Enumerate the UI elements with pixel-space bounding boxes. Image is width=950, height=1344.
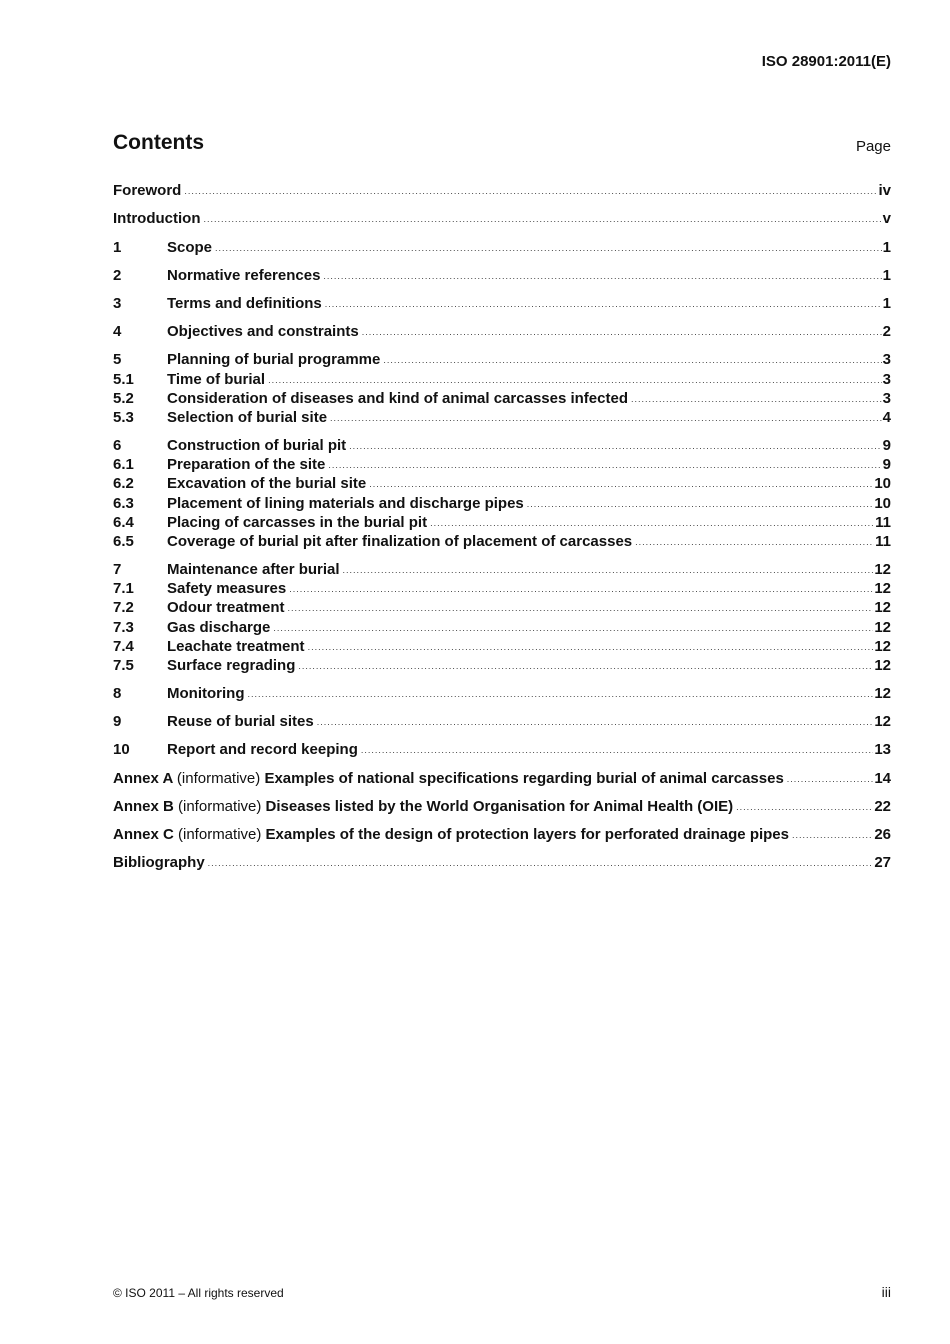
toc-entry-number: 9 [113, 713, 122, 730]
toc-entry-number: 7.4 [113, 638, 134, 655]
toc-entry-page: 10 [874, 475, 891, 492]
toc-entry-page: 12 [874, 580, 891, 597]
dot-leader [349, 441, 882, 451]
toc-entry[interactable] [113, 619, 891, 638]
toc-entry-title: Gas discharge [167, 619, 271, 636]
annex-note: (informative) [176, 770, 261, 787]
dot-leader [317, 717, 874, 727]
dot-leader [361, 745, 873, 755]
toc-entry-page: 13 [874, 741, 891, 758]
dot-leader [215, 243, 882, 253]
toc-entry-page: 26 [874, 826, 891, 843]
toc-entry-page: 9 [882, 437, 891, 454]
toc-entry-title: Examples of national specifications regarding burial of animal carcasses [264, 770, 784, 787]
toc-entry-page: 14 [874, 770, 891, 787]
toc-entry-page: 11 [875, 533, 891, 550]
toc-entry-title: Construction of burial pit [167, 437, 347, 454]
dot-leader [208, 858, 874, 868]
toc-entry-page: 1 [882, 267, 891, 284]
toc-entry[interactable] [113, 514, 891, 533]
page-number: iii [881, 1284, 891, 1300]
annex-note: (informative) [178, 826, 262, 843]
toc-entry-number: 6.2 [113, 475, 134, 492]
toc-entry-title: Examples of the design of protection layers for perforated drainage pipes [265, 826, 789, 843]
toc-entry-title: Normative references [167, 267, 321, 284]
dot-leader [635, 537, 874, 547]
toc-entry-title: Objectives and constraints [167, 323, 359, 340]
toc-entry-number: 7.3 [113, 619, 134, 636]
toc-entry[interactable] [113, 685, 891, 704]
toc-entry-title: Consideration of diseases and kind of animal carcasses infected [167, 390, 628, 407]
dot-leader [288, 603, 874, 613]
toc-entry-title: Surface regrading [167, 657, 296, 674]
toc-entry-page: 12 [874, 638, 891, 655]
dot-leader [328, 460, 881, 470]
dot-leader [383, 355, 881, 365]
toc-entry-annex-c[interactable] [113, 826, 891, 845]
dot-leader [184, 186, 877, 196]
toc-entry-title: Coverage of burial pit after finalization of placement of carcasses [167, 533, 633, 550]
toc-entry-number: 2 [113, 267, 122, 284]
document-id: ISO 28901:2011(E) [761, 53, 891, 70]
toc-entry[interactable] [113, 323, 891, 342]
toc-entry-foreword[interactable] [113, 182, 891, 201]
dot-leader [289, 584, 873, 594]
toc-entry-number: 5.2 [113, 390, 134, 407]
copyright-notice: © ISO 2011 – All rights reserved [113, 1286, 284, 1300]
toc-entry[interactable] [113, 638, 891, 657]
toc-entry-title: Diseases listed by the World Organisation for Animal Health (OIE) [265, 798, 734, 815]
dot-leader [298, 661, 873, 671]
dot-leader [247, 689, 873, 699]
toc-entry-number: 5.3 [113, 409, 134, 426]
toc-entry-page: 11 [875, 514, 891, 531]
toc-entry-page: 3 [882, 351, 891, 368]
toc-entry-page: 3 [882, 371, 891, 388]
toc-entry-page: 12 [874, 619, 891, 636]
dot-leader [308, 642, 874, 652]
toc-entry-title: Maintenance after burial [167, 561, 340, 578]
toc-entry[interactable] [113, 580, 891, 599]
toc-entry-title: Excavation of the burial site [167, 475, 367, 492]
annex-label: Annex B [113, 798, 174, 815]
toc-entry[interactable] [113, 239, 891, 258]
toc-entry-page: 4 [882, 409, 891, 426]
toc-entry[interactable] [113, 657, 891, 676]
toc-entry-number: 3 [113, 295, 122, 312]
toc-entry-title: Placing of carcasses in the burial pit [167, 514, 428, 531]
toc-entry-page: v [882, 210, 891, 227]
toc-entry-number: 5 [113, 351, 122, 368]
toc-entry[interactable] [113, 713, 891, 732]
dot-leader [268, 375, 882, 385]
toc-entry-page: iv [878, 182, 891, 199]
toc-entry-title: Foreword [113, 182, 182, 199]
toc-entry-number: 6 [113, 437, 122, 454]
dot-leader [203, 214, 881, 224]
toc-entry[interactable] [113, 741, 891, 760]
toc-entry-number: 7.2 [113, 599, 134, 616]
toc-entry[interactable] [113, 371, 891, 390]
toc-entry-title: Introduction [113, 210, 201, 227]
toc-entry-number: 8 [113, 685, 122, 702]
toc-entry-number: 6.4 [113, 514, 134, 531]
toc-entry[interactable] [113, 390, 891, 409]
toc-entry-page: 1 [882, 239, 891, 256]
dot-leader [323, 271, 881, 281]
toc-entry-page: 10 [874, 495, 891, 512]
dot-leader [343, 565, 874, 575]
toc-entry-title: Placement of lining materials and discharge pipes [167, 495, 524, 512]
toc-entry-number: 5.1 [113, 371, 134, 388]
toc-entry[interactable] [113, 495, 891, 514]
toc-entry-page: 3 [882, 390, 891, 407]
toc-entry-title: Reuse of burial sites [167, 713, 314, 730]
toc-entry-number: 10 [113, 741, 130, 758]
dot-leader [330, 413, 882, 423]
annex-label: Annex A [113, 770, 173, 787]
toc-entry-page: 12 [874, 685, 891, 702]
toc-entry-title: Preparation of the site [167, 456, 326, 473]
toc-entry-page: 12 [874, 561, 891, 578]
toc-entry-title: Planning of burial programme [167, 351, 381, 368]
toc-entry-title: Bibliography [113, 854, 205, 871]
annex-note: (informative) [178, 798, 262, 815]
toc-entry-title: Report and record keeping [167, 741, 358, 758]
contents-heading: Contents [113, 131, 204, 154]
toc-entry-number: 7 [113, 561, 122, 578]
toc-entry[interactable] [113, 456, 891, 475]
toc-entry-page: 12 [874, 713, 891, 730]
toc-entry-page: 2 [882, 323, 891, 340]
toc-entry-page: 27 [874, 854, 891, 871]
toc-entry[interactable] [113, 561, 891, 580]
dot-leader [362, 327, 882, 337]
toc-entry-annex-b[interactable] [113, 798, 891, 817]
toc-entry-page: 1 [882, 295, 891, 312]
toc-entry[interactable] [113, 599, 891, 618]
dot-leader [631, 394, 882, 404]
toc-entry-page: 12 [874, 657, 891, 674]
page-column-label: Page [855, 138, 891, 155]
toc-entry-title: Odour treatment [167, 599, 285, 616]
toc-entry-page: 12 [874, 599, 891, 616]
dot-leader [430, 518, 874, 528]
toc-entry-title: Selection of burial site [167, 409, 328, 426]
toc-entry-number: 1 [113, 239, 122, 256]
toc-entry-number: 7.1 [113, 580, 134, 597]
annex-label: Annex C [113, 826, 174, 843]
toc-entry-number: 6.3 [113, 495, 134, 512]
toc-entry[interactable] [113, 295, 891, 314]
toc-entry[interactable] [113, 437, 891, 456]
dot-leader [369, 479, 873, 489]
dot-leader [787, 774, 874, 784]
toc-entry[interactable] [113, 351, 891, 370]
toc-entry[interactable] [113, 475, 891, 494]
toc-entry-annex-a[interactable] [113, 770, 891, 789]
toc-entry-introduction[interactable] [113, 210, 891, 229]
toc-entry-bibliography[interactable] [113, 854, 891, 873]
dot-leader [273, 623, 873, 633]
toc-entry-title: Leachate treatment [167, 638, 305, 655]
toc-entry[interactable] [113, 267, 891, 286]
toc-entry-title: Monitoring [167, 685, 245, 702]
toc-entry-number: 6.5 [113, 533, 134, 550]
toc-entry-number: 6.1 [113, 456, 134, 473]
toc-entry-page: 9 [882, 456, 891, 473]
dot-leader [792, 830, 873, 840]
toc-entry-number: 4 [113, 323, 122, 340]
toc-entry-page: 22 [874, 798, 891, 815]
toc-entry-title: Time of burial [167, 371, 266, 388]
toc-entry-title: Safety measures [167, 580, 287, 597]
toc-entry-title: Scope [167, 239, 213, 256]
toc-entry[interactable] [113, 533, 891, 552]
dot-leader [736, 802, 873, 812]
toc-entry[interactable] [113, 409, 891, 428]
dot-leader [527, 499, 874, 509]
toc-entry-number: 7.5 [113, 657, 134, 674]
dot-leader [325, 299, 882, 309]
toc-entry-title: Terms and definitions [167, 295, 322, 312]
